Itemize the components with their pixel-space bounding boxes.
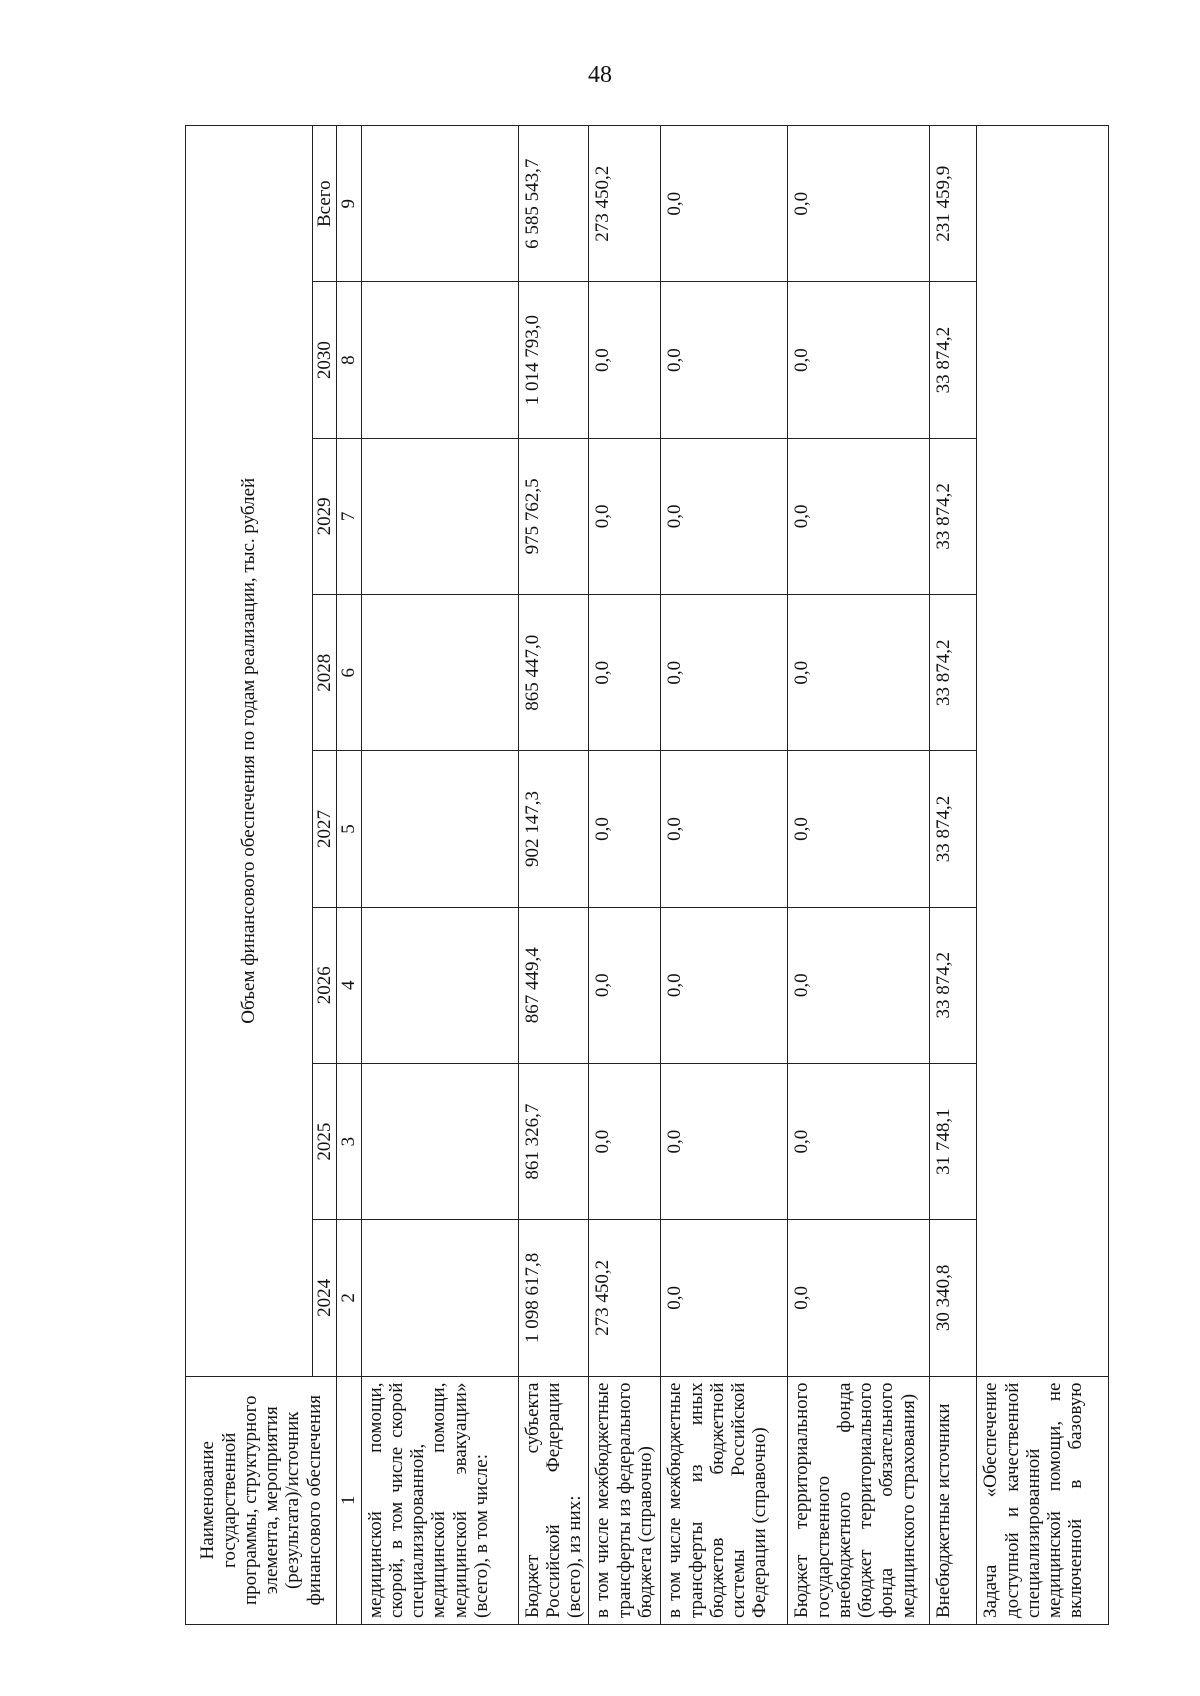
value-cell: 0,0 xyxy=(661,1220,788,1376)
column-index: 2 xyxy=(337,1220,361,1376)
value-cell: 33 874,2 xyxy=(930,907,977,1063)
rotated-content xyxy=(185,125,1125,1625)
value-cell-total: 6 585 543,7 xyxy=(518,126,589,282)
value-cell xyxy=(361,438,518,594)
header-year: 2029 xyxy=(313,438,337,594)
value-cell-total: 231 459,9 xyxy=(930,126,977,282)
rotated-page-area xyxy=(185,125,1125,1625)
row-label: Бюджет территориального государственного внебюджетного фонда (бюджет территориального фонда обязательного медицинского страхования) xyxy=(788,1376,930,1624)
value-cell: 902 147,3 xyxy=(518,751,589,907)
header-year: 2028 xyxy=(313,595,337,751)
financing-table xyxy=(185,125,1109,1625)
value-cell xyxy=(361,1220,518,1376)
column-index: 7 xyxy=(337,438,361,594)
value-cell-total: 0,0 xyxy=(788,126,930,282)
value-cell: 867 449,4 xyxy=(518,907,589,1063)
value-cell: 861 326,7 xyxy=(518,1063,589,1219)
value-cell: 0,0 xyxy=(589,751,661,907)
table-row xyxy=(977,126,1109,1625)
value-cell xyxy=(361,907,518,1063)
page-number: 48 xyxy=(588,62,612,88)
column-index: 9 xyxy=(337,126,361,282)
row-label: в том числе межбюджетные трансферты из иных бюджетов бюджетной системы Российской Федерации (справочно) xyxy=(661,1376,788,1624)
header-name-cell xyxy=(186,1376,337,1624)
header-year: 2027 xyxy=(313,751,337,907)
value-cell: 0,0 xyxy=(788,282,930,438)
value-cell: 0,0 xyxy=(589,595,661,751)
column-index: 6 xyxy=(337,595,361,751)
value-cell: 0,0 xyxy=(788,595,930,751)
table-row xyxy=(930,126,977,1625)
table-row xyxy=(589,126,661,1625)
table-row xyxy=(361,126,518,1625)
value-cell: 0,0 xyxy=(589,282,661,438)
value-cell: 0,0 xyxy=(788,1220,930,1376)
column-index: 3 xyxy=(337,1063,361,1219)
value-cell xyxy=(361,751,518,907)
value-cell: 0,0 xyxy=(661,751,788,907)
value-cell: 975 762,5 xyxy=(518,438,589,594)
value-cell-total: 273 450,2 xyxy=(589,126,661,282)
value-cell xyxy=(361,595,518,751)
value-cell: 0,0 xyxy=(589,1063,661,1219)
column-index: 4 xyxy=(337,907,361,1063)
column-index: 5 xyxy=(337,751,361,907)
table-row xyxy=(788,126,930,1625)
row-label: Бюджет субъекта Российской Федерации (всего), из них: xyxy=(518,1376,589,1624)
value-cell: 0,0 xyxy=(788,907,930,1063)
row-label: Задача «Обеспечение доступной и качественной специализированной медицинской помощи, не включенной в базовую xyxy=(977,1376,1109,1624)
header-name-text: Наименование государственной программы, структурного элемента, мероприятия (результата)/источник финансового обеспечения xyxy=(197,1394,325,1606)
header-row-index xyxy=(337,126,361,1625)
value-cell: 0,0 xyxy=(661,438,788,594)
value-cell: 33 874,2 xyxy=(930,751,977,907)
value-cell: 30 340,8 xyxy=(930,1220,977,1376)
value-cell: 1 098 617,8 xyxy=(518,1220,589,1376)
header-year: 2030 xyxy=(313,282,337,438)
value-cell: 273 450,2 xyxy=(589,1220,661,1376)
value-cell: 0,0 xyxy=(661,1063,788,1219)
value-cell: 0,0 xyxy=(589,438,661,594)
table-row xyxy=(661,126,788,1625)
column-index: 1 xyxy=(337,1376,361,1624)
value-cell: 0,0 xyxy=(788,438,930,594)
value-cell xyxy=(361,282,518,438)
column-index: 8 xyxy=(337,282,361,438)
header-group-text: Объем финансового обеспечения по годам реализации, тыс. рублей xyxy=(238,477,260,1024)
header-year: 2025 xyxy=(313,1063,337,1219)
value-cell-total: 0,0 xyxy=(661,126,788,282)
value-cell: 865 447,0 xyxy=(518,595,589,751)
value-cell: 0,0 xyxy=(661,595,788,751)
header-year: 2024 xyxy=(313,1220,337,1376)
row-label: в том числе межбюджетные трансферты из федерального бюджета (справочно) xyxy=(589,1376,661,1624)
row-label: медицинской помощи, скорой, в том числе скорой специализированной, медицинской помощи, медицинской эвакуации» (всего), в том числе: xyxy=(361,1376,518,1624)
header-year: 2026 xyxy=(313,907,337,1063)
value-cell: 0,0 xyxy=(661,907,788,1063)
value-cell: 0,0 xyxy=(788,751,930,907)
value-cell: 31 748,1 xyxy=(930,1063,977,1219)
value-cell xyxy=(361,1063,518,1219)
value-cell: 33 874,2 xyxy=(930,595,977,751)
value-cell: 0,0 xyxy=(788,1063,930,1219)
value-cell: 33 874,2 xyxy=(930,282,977,438)
value-cell: 0,0 xyxy=(589,907,661,1063)
header-year-total: Всего xyxy=(313,126,337,282)
value-cell-total xyxy=(361,126,518,282)
table-row xyxy=(518,126,589,1625)
task-empty-cell xyxy=(977,126,1109,1377)
value-cell: 1 014 793,0 xyxy=(518,282,589,438)
header-group-cell xyxy=(186,126,313,1377)
value-cell: 0,0 xyxy=(661,282,788,438)
value-cell: 33 874,2 xyxy=(930,438,977,594)
header-row-group xyxy=(186,126,313,1625)
row-label: Внебюджетные источники xyxy=(930,1376,977,1624)
